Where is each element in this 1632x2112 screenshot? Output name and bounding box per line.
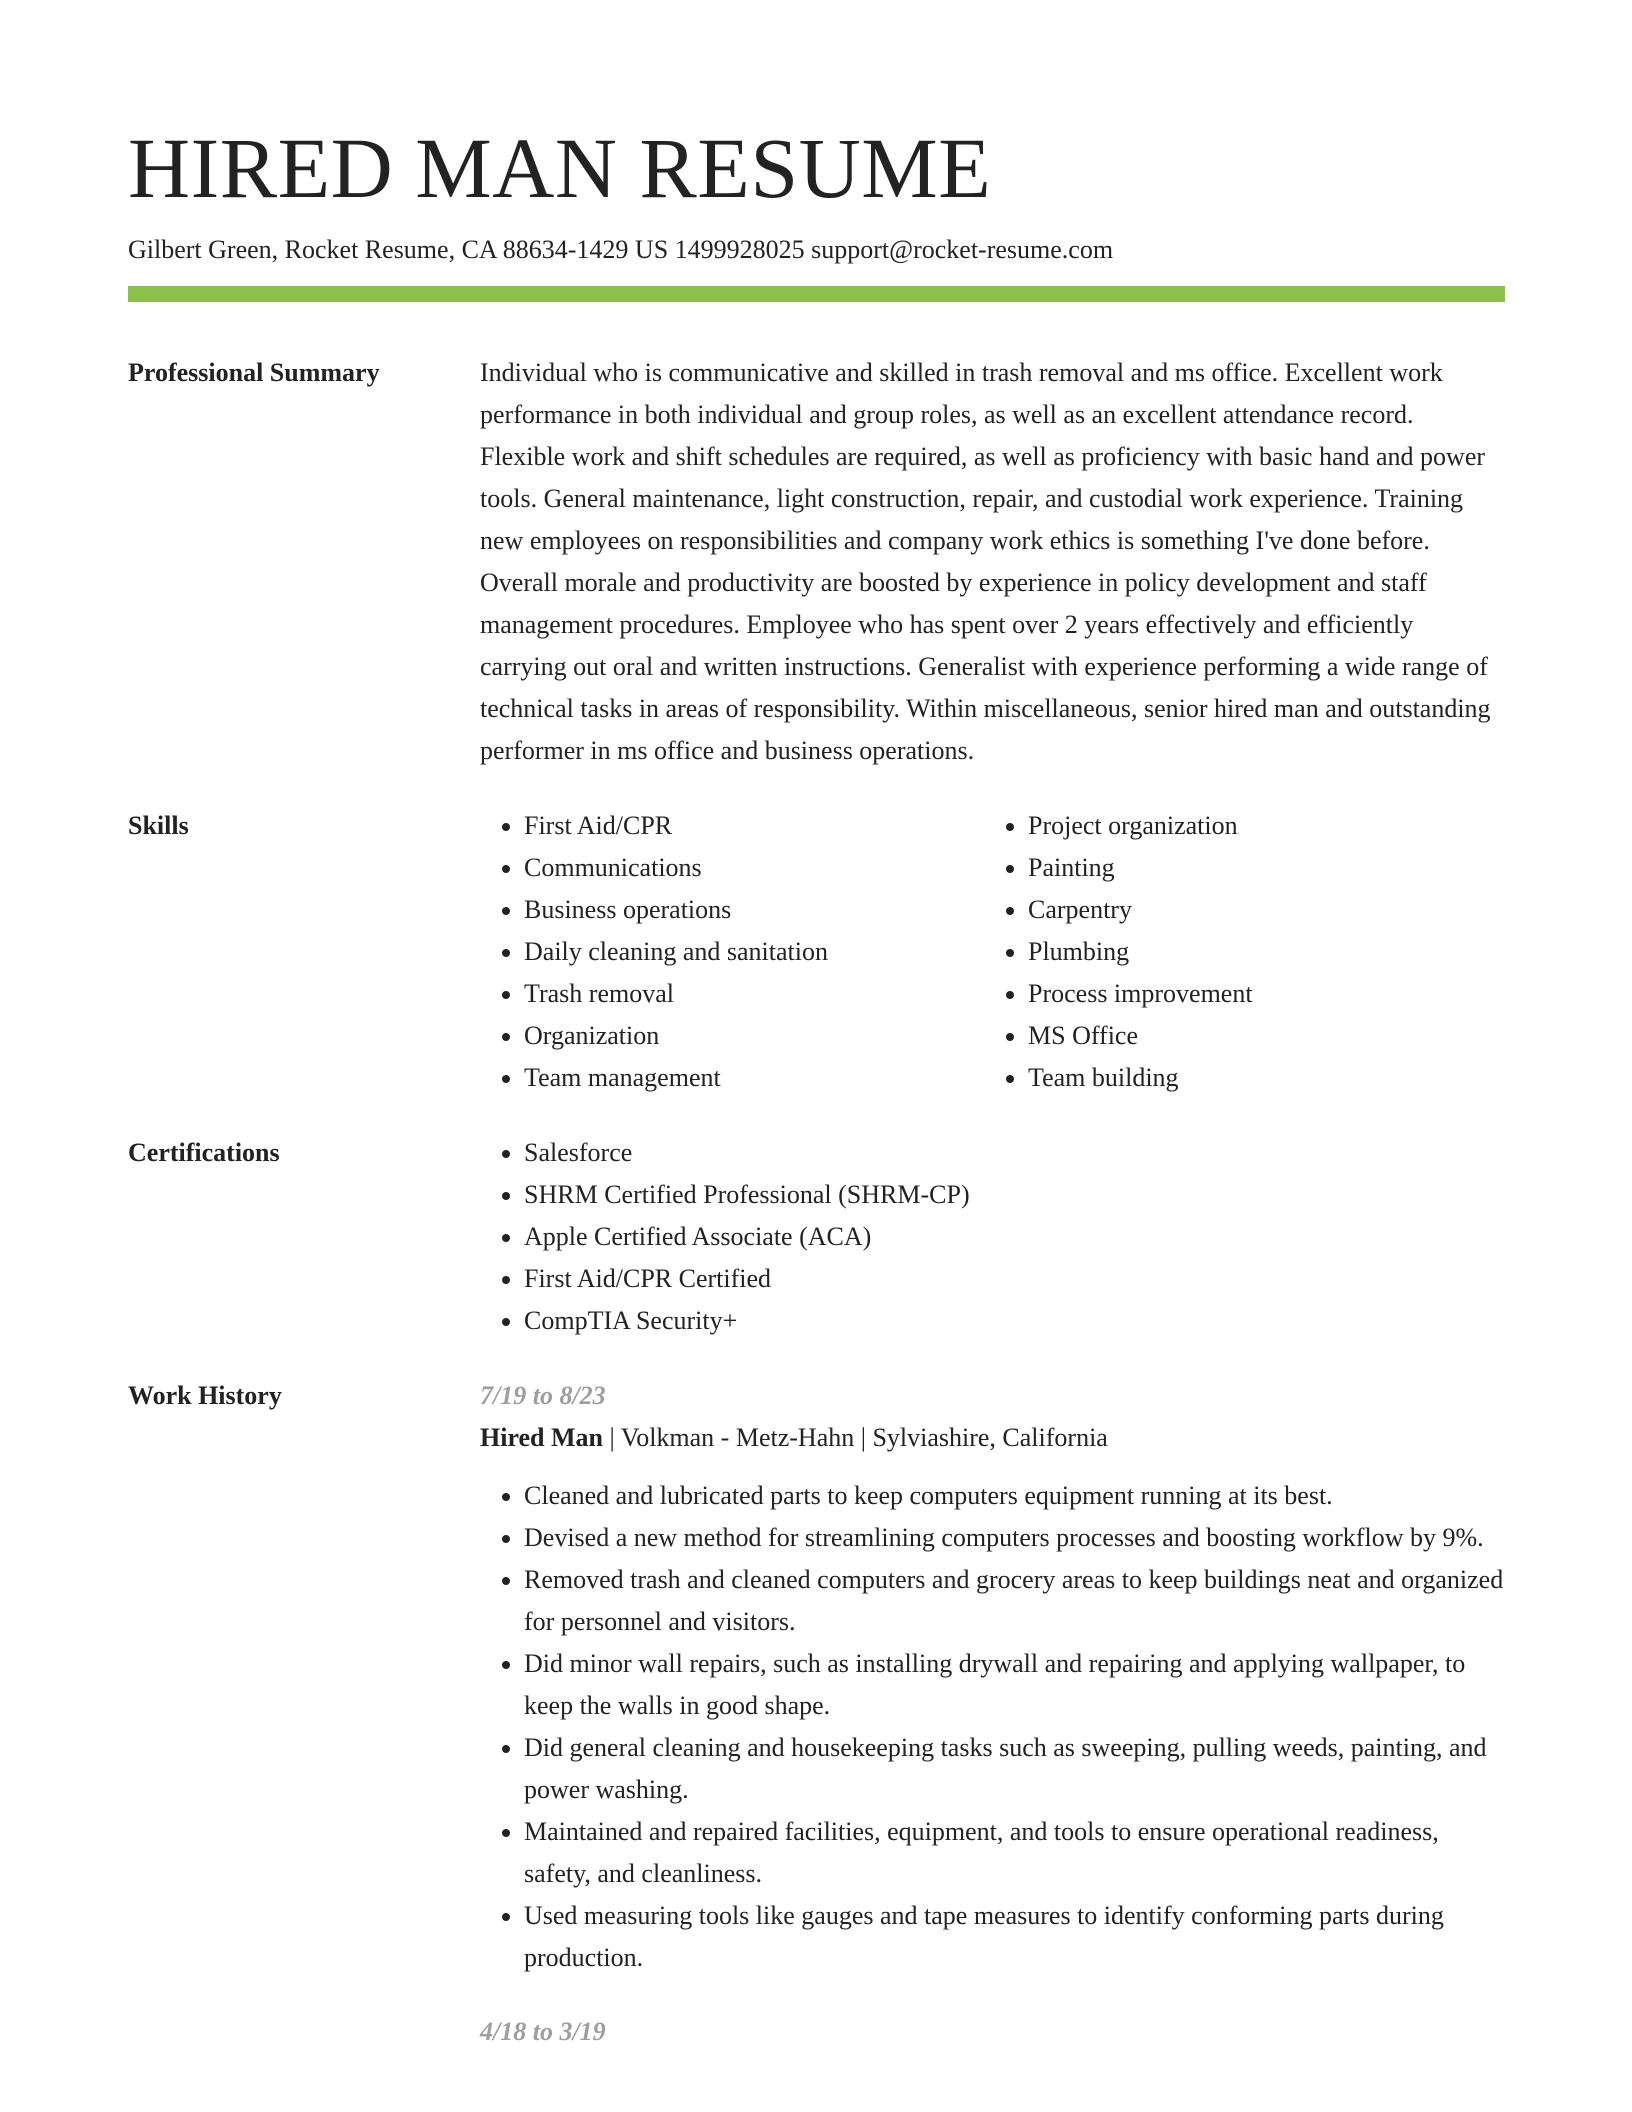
resume-page — [128, 118, 1505, 2053]
skill-item: • Team building — [1028, 1057, 1488, 1099]
job-bullet: • Maintained and repaired facilities, equipment, and tools to ensure operational readiness, safety, and cleanliness. — [524, 1811, 1505, 1895]
skill-item: • Organization — [524, 1015, 984, 1057]
job-dates: 7/19 to 8/23 — [480, 1381, 606, 1410]
certification-item: • Salesforce — [524, 1132, 1505, 1174]
summary-text: Individual who is communicative and skilled in trash removal and ms office. Excellent work performance in both individual and group roles, as well as an excellent attendance record. Flexible work and shift schedules are required, as well as proficiency with basic hand and power tools. General maintenance, light construction, repair, and custodial work experience. Training new employees on responsibilities and company work ethics is something I've done before. Overall morale and productivity are boosted by experience in policy development and staff management procedures. Employee who has spent over 2 years effectively and efficiently carrying out oral and written instructions. Generalist with experience performing a wide range of technical tasks in areas of responsibility. Within miscellaneous, senior hired man and outstanding performer in ms office and business operations. — [480, 358, 1491, 765]
section-label-certifications: Certifications — [128, 1138, 280, 1167]
skill-item: • Trash removal — [524, 973, 984, 1015]
certification-item: • SHRM Certified Professional (SHRM-CP) — [524, 1174, 1505, 1216]
skill-item: • Business operations — [524, 889, 984, 931]
skill-item: • Painting — [1028, 847, 1488, 889]
skills-list-left — [480, 805, 984, 1099]
certification-item: • First Aid/CPR Certified — [524, 1258, 1505, 1300]
certifications-list — [480, 1132, 1505, 1342]
job-bullet: • Removed trash and cleaned computers and grocery areas to keep buildings neat and organized for personnel and visitors. — [524, 1559, 1505, 1643]
section-label-work-history: Work History — [128, 1381, 282, 1410]
skill-item: • Daily cleaning and sanitation — [524, 931, 984, 973]
job-bullets — [480, 1475, 1505, 1979]
work-history-section — [128, 1375, 1505, 2053]
skill-item: • Carpentry — [1028, 889, 1488, 931]
resume-title: HIRED MAN RESUME — [128, 120, 992, 216]
job-bullet: • Did general cleaning and housekeeping tasks such as sweeping, pulling weeds, painting, and power washing. — [524, 1727, 1505, 1811]
certification-item: • Apple Certified Associate (ACA) — [524, 1216, 1505, 1258]
job-dates: 4/18 to 3/19 — [480, 2017, 606, 2046]
skills-columns — [480, 805, 1505, 1099]
section-label-summary: Professional Summary — [128, 358, 380, 387]
certifications-body — [480, 1132, 1505, 1342]
skill-item: • First Aid/CPR — [524, 805, 984, 847]
job-bullet: • Cleaned and lubricated parts to keep computers equipment running at its best. — [524, 1475, 1505, 1517]
section-label-skills: Skills — [128, 811, 189, 840]
certifications-section — [128, 1132, 1505, 1342]
accent-divider — [128, 286, 1505, 302]
skill-item: • Team management — [524, 1057, 984, 1099]
contact-line: Gilbert Green, Rocket Resume, CA 88634-1429 US 1499928025 support@rocket-resume.com — [128, 235, 1114, 264]
skills-list-right — [984, 805, 1488, 1099]
job-bullet: • Used measuring tools like gauges and tape measures to identify conforming parts during production. — [524, 1895, 1505, 1979]
job-entry — [480, 2011, 1505, 2053]
job-title: Hired Man — [480, 1423, 604, 1452]
job-entry — [480, 1375, 1505, 1979]
job-employer-location: | Volkman - Metz-Hahn | Sylviashire, California — [603, 1423, 1108, 1452]
skill-item: • Project organization — [1028, 805, 1488, 847]
certification-item: • CompTIA Security+ — [524, 1300, 1505, 1342]
skill-item: • Process improvement — [1028, 973, 1488, 1015]
work-history-body — [480, 1375, 1505, 2053]
skill-item: • Communications — [524, 847, 984, 889]
job-heading — [480, 1417, 1505, 1459]
job-bullet: • Devised a new method for streamlining computers processes and boosting workflow by 9%. — [524, 1517, 1505, 1559]
job-bullet: • Did minor wall repairs, such as installing drywall and repairing and applying wallpaper, to keep the walls in good shape. — [524, 1643, 1505, 1727]
professional-summary-section — [128, 352, 1505, 772]
skill-item: • MS Office — [1028, 1015, 1488, 1057]
skill-item: • Plumbing — [1028, 931, 1488, 973]
skills-section — [128, 805, 1505, 1099]
